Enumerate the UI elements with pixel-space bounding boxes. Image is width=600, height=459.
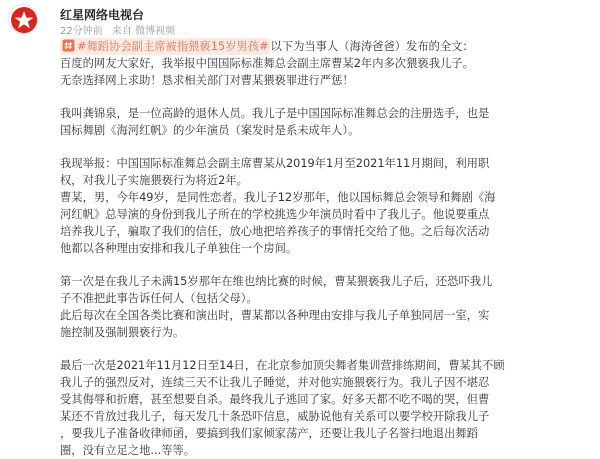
line: 我叫龚锦泉，是一位高龄的退休人员。我儿子是中国国际标准舞总会的注册选手，也是 [60, 107, 490, 120]
line: ，要我儿子准备收律师函，要搞到我们家倾家荡产，还要让我儿子名誉扫地退出舞蹈 [60, 427, 478, 440]
line: 此后每次在全国各类比赛和演出时，曹某都以各种理由安排与我儿子单独同居一室，实 [60, 309, 490, 322]
line: 权，对我儿子实施猥亵行为将近2年。 [60, 174, 248, 187]
line: 我儿子的强烈反对，连续三天不让我儿子睡觉，并对他实施猥亵行为。我儿子因不堪忍 [60, 376, 490, 389]
topic-text: #舞蹈协会副主席被指猥亵15岁男孩# [77, 40, 269, 53]
line: 国标舞剧《海河红帆》的少年演员（案发时是系未成年人）。 [60, 124, 360, 137]
post-header [8, 4, 592, 36]
author-name[interactable]: 红星网络电视台 [60, 8, 145, 22]
paragraph [60, 105, 588, 139]
line: 他都以各种理由安排和我儿子单独住一个房间。 [60, 242, 298, 255]
line: 施控制及强制猥亵行为。 [60, 326, 185, 339]
post-source[interactable]: 来自 微博视频 [111, 26, 176, 37]
post-content [60, 38, 588, 459]
topic-link[interactable] [60, 38, 270, 55]
post-meta [60, 22, 175, 37]
red-star-logo-icon [9, 5, 39, 35]
line: 圈，没有立足之地...等等。 [60, 444, 196, 457]
paragraph [60, 155, 588, 257]
line: 百度的网友大家好，我举报中国国际标准舞总会副主席曹某2年内多次猥亵我儿子。 [60, 57, 474, 70]
line: 子不准把此事告诉任何人（包括父母）。 [60, 292, 258, 305]
line: 河红帆》总导演的身份到我儿子所在的学校挑选少年演员时看中了我儿子。他说要重点 [60, 208, 490, 221]
paragraph [60, 55, 588, 89]
line: 第一次是在我儿子未满15岁那年在维也纳比赛的时候，曹某猥亵我儿子后，还恐吓我儿 [60, 275, 493, 288]
line: 最后一次是2021年11月12日至14日，在北京参加顶尖舞者集训营排练期间，曹某其不顾 [60, 359, 505, 372]
line: 曹某，男，今年49岁，是同性恋者。我儿子12岁那年，他以国标舞总会领导和舞剧《海 [60, 191, 496, 204]
topic-suffix: 以下为当事人（海涛爸爸）发布的全文： [270, 40, 474, 53]
avatar[interactable] [8, 4, 38, 34]
paragraph [60, 357, 588, 459]
topic-line [60, 38, 588, 55]
line: 受其侮辱和折磨，甚至想要自杀。最终我儿子逃回了家。好多天都不吃不喝的哭，但曹 [60, 393, 490, 406]
line: 我现举报：中国国际标准舞总会副主席曹某从2019年1月至2021年11月期间，利用职 [60, 157, 490, 170]
line: 某还不肯放过我儿子，每天发几十条恐吓信息，威胁说他有关系可以要学校开除我儿子 [60, 410, 490, 423]
line: 培养我儿子，骗取了我们的信任，放心地把培养孩子的事情托交给了他。之后每次活动 [60, 225, 490, 238]
paragraph [60, 273, 588, 341]
post-time: 22分钟前 [60, 26, 103, 37]
line: 无奈选择网上求助！恳求相关部门对曹某猥亵罪进行严惩！ [60, 74, 354, 87]
topic-hash-icon [62, 39, 75, 52]
